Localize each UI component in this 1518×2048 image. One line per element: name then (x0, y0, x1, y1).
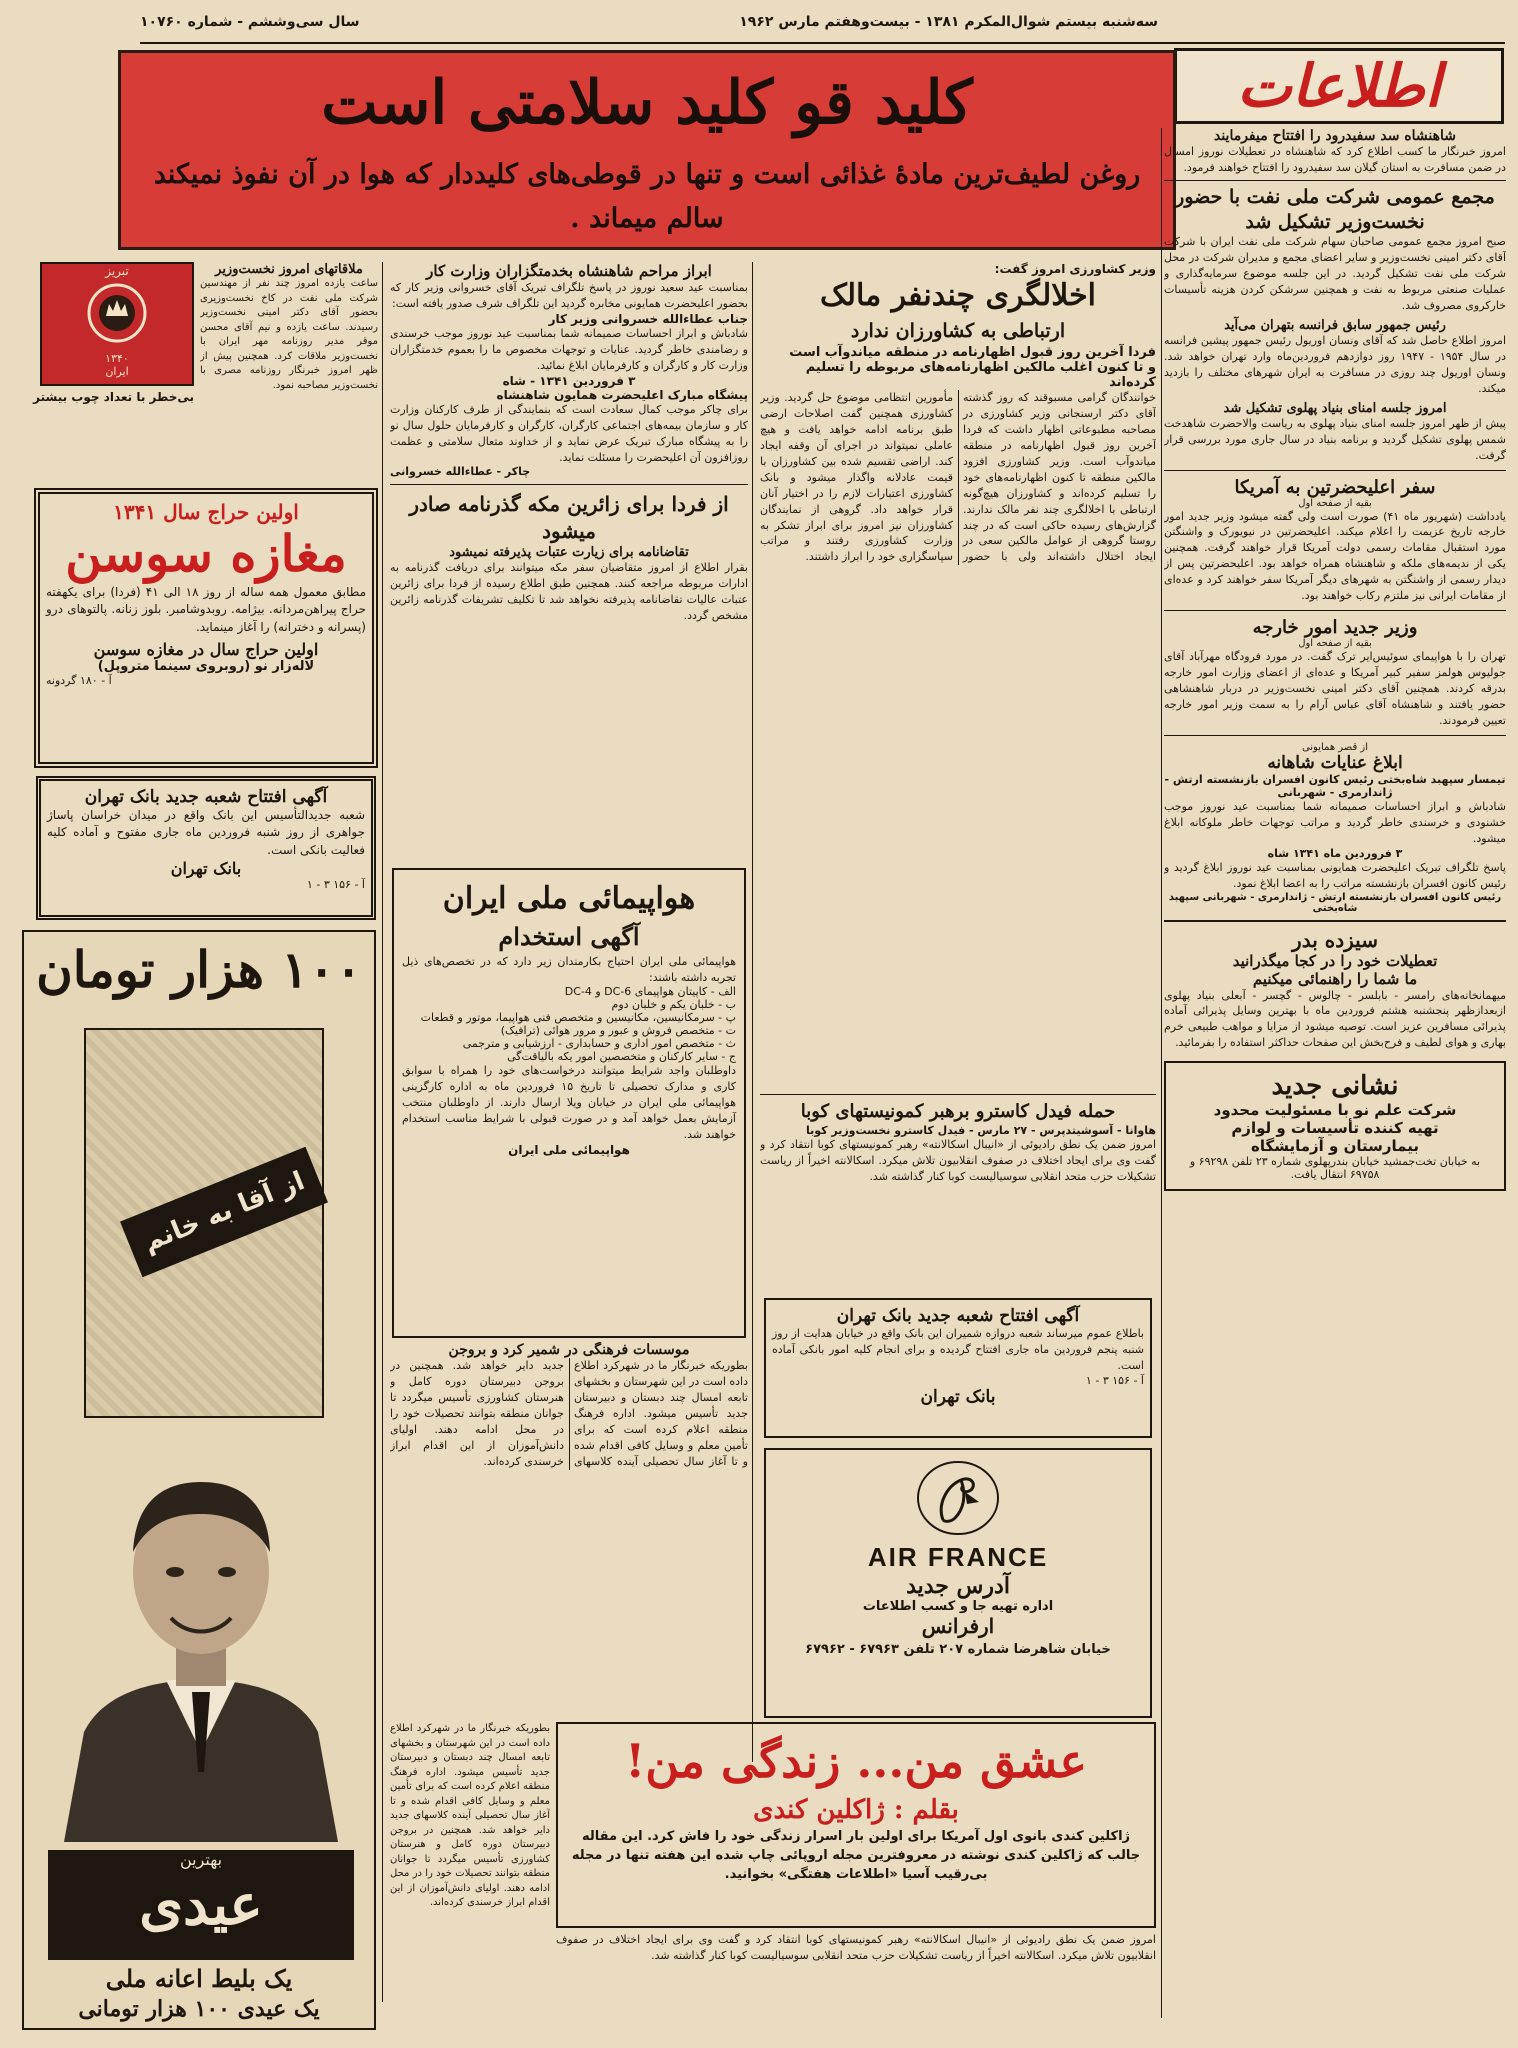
right-column (1164, 128, 1506, 2028)
susan-top: اولین حراج سال ۱۳۴۱ (113, 500, 299, 524)
s7-sign: رئیس کانون افسران بازنشسته ارتش - ژاندارمری - شهربانی سپهبد شاه‌بختی (1168, 891, 1502, 914)
s1-head: شاهنشاه سد سفیدرود را افتتاح میفرمایند (1213, 128, 1457, 144)
bank-ad-head: آگهی افتتاح شعبه جدید بانک تهران (84, 787, 328, 807)
stamp-box (24, 262, 194, 422)
s9-l1: شرکت علم نو با مسئولیت محدود (1213, 1101, 1457, 1120)
labor-sub: پیشگاه مبارک اعلیحضرت همایون شاهنشاه (496, 387, 748, 402)
s8-body: میهمانخانه‌های رامسر - بابلسر - چالوس - گچسر - آبعلی بنیاد پهلوی ازبعدازظهر پنجشنبه هشتم فروردین ماه با بهترین وسایل پذیرائی آماده پذیرائی مسافرین عزیز است. توصیه میشود از مزایا و مواهب طبیعی خرم بهاری و هوای لطیف و فرح‌بخش این صفحات حداکثر استفاده را بفرمائید. (1164, 988, 1506, 1050)
castro-body: امروز ضمن یک نطق رادیوئی از «انیبال اسکالانته» رهبر کمونیستهای کوبا انتقاد کرد و گفت وی برای ایجاد اختلاف در صفوف انقلابیون تلاش میکرد. اسکالانته اخیراً از ریاست تشکیلات حزب متحد انقلابی سوسیالیست کوبا کنار گذاشته شد. (760, 1138, 1156, 1184)
logo-box (1174, 48, 1504, 124)
stamp-year: ۱۳۴۰ (105, 352, 129, 365)
col3-bullet-2: و تا کنون اغلب مالکین اظهارنامه‌های مربوطه را تسلیم کرده‌اند (805, 360, 1156, 390)
s3-body: امروز اطلاع حاصل شد که آقای ونسان اوریول رئیس جمهور پیشین فرانسه در سال ۱۹۵۴ - ۱۹۴۷ روز دوازدهم فروردین‌ماه وارد تهران خواهد شد. ونسان اوریول چند روزی در مسافرت به ایران شهرهای مختلف را بازدید میکند. (1164, 333, 1506, 395)
s2-body: صبح امروز مجمع عمومی صاحبان سهام شرکت ملی نفت ایران با شرکت آقای دکتر امینی نخست‌وزیر و سایر اعضای مجمع و مدیران شرکت در محل شرکت ملی نفت تشکیل گردید. در این جلسه موضوع سرمایه‌گذاری و عملیات صنعتی مربوط به نفت و همچنین سرشکن کردن هزینه تأسیسات خارکروی مصروف شد. (1164, 235, 1506, 312)
culture-story-cont (390, 1722, 550, 2022)
bank-ad-center-code: آ - ۱۵۶ ۳ - ۱ (1085, 1373, 1144, 1387)
iran-air-item: ب - خلبان یکم و خلبان دوم (611, 998, 736, 1012)
col3-sub: ارتباطی به کشاورزان ندارد (850, 319, 1066, 342)
s8-sub2: ما شما را راهنمائی میکنیم (1252, 969, 1418, 988)
susan-addr: لاله‌زار نو (روبروی سینما متروپل) (97, 659, 315, 675)
air-france-sub: اداره تهیه جا و کسب اطلاعات (862, 1599, 1054, 1614)
iran-air-item: ج - سایر کارکنان و متخصصین امور یکه بالیاقت‌گی (507, 1050, 736, 1064)
labor-body: بمناسبت عید سعید نوروز در پاسخ تلگراف تبریک آقای خسروانی وزیر کار که بحضور اعلیحضرت همایونی مخابره گردید این تلگراف شرف صدور یافته است: (390, 281, 748, 310)
s2-head: مجمع عمومی شرکت ملی نفت با حضور نخست‌وزیر تشکیل شد (1175, 185, 1495, 233)
stamp-city: تبریز (105, 264, 129, 278)
bank-ad-center-head: آگهی افتتاح شعبه جدید بانک تهران (836, 1306, 1080, 1326)
jackie-head: عشق من... زندگی من! (625, 1734, 1087, 1788)
banner-title: کلید قو کلید سلامتی است (321, 68, 973, 138)
column-3 (760, 262, 1156, 1092)
labor-date: ۳ فروردین ۱۳۴۱ - شاه (502, 373, 636, 388)
iran-air-head: هواپیمائی ملی ایران (442, 881, 696, 916)
bank-ad-center-body: باطلاع عموم میرساند شعبه دروازه شمیران این بانک واقع در خیابان هدایت از روز شنبه پنجم فروردین ماه جاری افتتاح گردیده و برای انجام کلیه امور بانکی آماده است. (772, 1327, 1144, 1372)
bank-ad-code: آ - ۱۵۶ ۳ - ۱ (306, 878, 365, 892)
s7-sub: تیمسار سپهبد شاه‌بختی رئیس کانون افسران بازنشسته ارتش - ژاندارمری - شهربانی (1164, 772, 1506, 799)
s8-head: سیزده بدر (1292, 927, 1378, 952)
s6-head: وزیر جدید امور خارجه (1252, 617, 1418, 639)
bank-tehran-ad (36, 776, 376, 920)
iran-air-sign: هواپیمائی ملی ایران (508, 1143, 630, 1158)
bank-ad-body: شعبه جدیدالتأسیس این بانک واقع در میدان خراسان پاساژ جواهری از روز شنبه فروردین ماه جاری مفتوح و آماده کلیه فعالیت بانکی است. (47, 808, 365, 857)
culture-body: بطوریکه خبرنگار ما در شهرکرد اطلاع داده است در این شهرستان و بخشهای تابعه امسال چند دبستان و دبیرستان جدید تأسیس میشود. اداره فرهنگ منطقه اعلام کرده است که برای تأمین معلم و وسایل کافی اقدام شده و تا آغاز سال تحصیلی آینده کلاسهای جدید دایر خواهد شد. همچنین در بروجن دبیرستان دوره کامل و هنرستان کشاورزی تأسیس میگردد تا جوانان منطقه بتوانند تحصیلات خود را در محل ادامه دهند. اولیای دانش‌آموزان از این اقدام ابراز خرسندی کرده‌اند. (390, 1359, 748, 1468)
column-2 (390, 262, 748, 862)
labor-sign: چاکر - عطاءالله خسروانی (390, 465, 531, 479)
pm-meetings-body: ساعت یازده امروز چند نفر از مهندسین شرکت ملی نفت در کاخ نخست‌وزیری بحضور آقای دکتر امینی نخست‌وزیر رسیدند. ساعت یازده و نیم آقای محسن موقر مدیر روزنامه مهر ایران با نخست‌وزیر ملاقات کرد. همچنین پیش از ظهر امروز خبرنگار روزنامه مصری با نخست‌وزیر مصاحبه نمود. (200, 278, 378, 391)
pm-meetings-head: ملاقاتهای امروز نخست‌وزیر (215, 262, 363, 277)
air-france-head: آدرس جدید (906, 1573, 1010, 1599)
date-line: سه‌شنبه بیستم شوال‌المکرم ۱۳۸۱ - بیست‌وهفتم مارس ۱۹۶۲ (739, 14, 1158, 30)
s3-head: رئیس جمهور سابق فرانسه بتهران می‌آید (1224, 317, 1446, 333)
air-france-brand: AIR FRANCE (867, 1542, 1049, 1572)
bank-ad-center-sign: بانک تهران (920, 1386, 996, 1407)
s4-head: امروز جلسه امنای بنیاد پهلوی تشکیل شد (1223, 400, 1447, 416)
col3-body: خوانندگان گرامی مسبوقند که روز گذشته آقای دکتر ارسنجانی وزیر کشاورزی در مصاحبه مطبوعاتی اظهار داشت که فردا آخرین روز قبول اظهارنامه در منطقه میاندوآب است. وزیر کشاورزی افزود مالکین منطقه تا کنون اظهارنامه‌های خود را تسلیم کرده‌اند و کشاورزان هیچ‌گونه ارتباطی با اخلالگری چند نفر مالک ندارند. گزارش‌های رسیده حاکی است که در چند روستا گروهی از عوامل مالکین سعی در ایجاد اختلال داشته‌اند ولی با حضور مأمورین انتظامی موضوع حل گردید. وزیر کشاورزی همچنین گفت اصلاحات ارضی طبق برنامه ادامه خواهد یافت و هیچ عاملی نمیتواند در اجرای آن وقفه ایجاد کند. اراضی تقسیم شده بین کشاورزان با قیمت عادلانه واگذار میشود و بانک کشاورزی اعتبارات لازم را در اختیار آنان قرار خواهد داد. گروهی از نمایندگان کشاورزان نیز امروز برای ابراز تشکر به وزارت کشاورزی رفتند و مراتب سپاسگزاری خود را ابراز داشتند. (760, 391, 1156, 564)
column-1 (24, 262, 378, 462)
s6-sub: بقیه از صفحه اول (1298, 638, 1372, 650)
iran-air-item: پ - سرمکانیسین، مکانیسین و متخصص فنی هواپیما، موتور و قطعات (420, 1011, 736, 1025)
air-france-ad (764, 1448, 1152, 1718)
air-france-addr: خیابان شاهرضا شماره ۲۰۷ تلفن ۶۷۹۶۳ - ۶۷۹۶۲ (805, 1642, 1111, 1657)
mecca-head: از فردا برای زائرین مکه گذرنامه صادر میشود (409, 492, 729, 544)
banner-subtitle: روغن لطیف‌ترین مادهٔ غذائی است و تنها در قوطی‌های کلیددار که هوا در آن نفوذ نمیکند سالم میماند . (153, 159, 1141, 234)
iran-air-item: الف - کاپیتان هواپیمای DC-6 و DC-4 (564, 985, 736, 999)
castro-story (760, 1094, 1156, 1294)
lottery-brand-box (48, 1850, 354, 1960)
susan-shop-ad (34, 488, 378, 768)
iran-air-item: ت - متخصص فروش و عبور و مرور هوائی (ترافیک) (500, 1024, 736, 1038)
lottery-foot-2: یک عیدی ۱۰۰ هزار تومانی (78, 1996, 320, 2022)
stamp-country: ایران (105, 365, 129, 378)
castro-head: حمله فیدل کاسترو برهبر کمونیستهای کوبا (800, 1101, 1116, 1122)
lottery-foot-1: یک بلیط اعانه ملی (105, 1964, 293, 1993)
culture-head: موسسات فرهنگی در شمیر کرد و بروجن (448, 1342, 690, 1358)
s7-pre: از قصر همایونی (1301, 741, 1369, 753)
castro-sub: هاوانا - آسوشیتدپرس - ۲۷ مارس - فیدل کاسترو نخست‌وزیر کوبا (805, 1124, 1156, 1138)
s9-head: نشانی جدید (1271, 1071, 1399, 1102)
col3-kicker: وزیر کشاورزی امروز گفت: (994, 262, 1156, 276)
lottery-ad (22, 930, 376, 2030)
bank-ad-sign: بانک تهران (170, 859, 242, 879)
culture-body-cont: بطوریکه خبرنگار ما در شهرکرد اطلاع داده است در این شهرستان و بخشهای تابعه امسال چند دبستان و دبیرستان جدید تأسیس میشود. اداره فرهنگ منطقه اعلام کرده است که برای تأمین معلم و وسایل کافی اقدام شده و تا آغاز سال تحصیلی آینده کلاسهای جدید دایر خواهد شد. همچنین در بروجن دبیرستان دوره کامل و هنرستان کشاورزی تأسیس میگردد تا جوانان منطقه بتوانند تحصیلات خود را در محل ادامه دهند. اولیای دانش‌آموزان از این اقدام ابراز خرسندی کرده‌اند. (390, 1723, 550, 1908)
s8-sub: تعطیلات خود را در کجا میگذرانید (1232, 951, 1438, 970)
lottery-top: ۱۰۰ هزار تومان (36, 940, 362, 999)
s9-l4: به خیابان تخت‌جمشید خیابان بندرپهلوی شماره ۲۳ تلفن ۶۹۲۹۸ و ۶۹۷۵۸ انتقال یافت. (1189, 1155, 1481, 1182)
mecca-body: بقرار اطلاع از امروز متقاضیان سفر مکه میتوانند برای دریافت گذرنامه به ادارات مربوطه مراجعه کنند. همچنین طبق اطلاع رسیده از فردا برای زائرین عتبات عالیات تقاضانامه پذیرفته نخواهد شد تا تکلیف تشریفات گذرنامه زائرین مشخص گردد. (390, 561, 748, 623)
s7-body: شادباش و ابراز احساسات صمیمانه شما بمناسبت عید نوروز موجب خشنودی و خرسندی خاطر گردید و مراتب توجهات خاطر ملوکانه ابلاغ میشود. (1164, 799, 1506, 845)
lottery-brand: عیدی (139, 1872, 263, 1938)
stamp-label: بی‌خطر با تعداد چوب بیشتر (33, 390, 194, 404)
labor-addr: جناب عطاءالله خسروانی وزیر کار (548, 311, 748, 326)
s7-head: ابلاغ عنایات شاهانه (1267, 752, 1403, 773)
man-portrait-illustration (44, 1422, 358, 1842)
lottery-brand-pre: بهترین (179, 1850, 223, 1869)
susan-head: مغازه سوسن (65, 524, 347, 583)
s1-body: امروز خبرنگار ما کسب اطلاع کرد که شاهنشاه در تعطیلات نوروز امسال در ضمن مسافرت به استان گیلان سد سفیدرود را افتتاح خواهند فرمود. (1164, 145, 1506, 174)
s5-head: سفر اعلیحضرتین به آمریکا (1234, 476, 1436, 498)
labor-head: ابراز مراحم شاهنشاه بخدمتگزاران وزارت کار (426, 262, 712, 280)
bank-ad-center (764, 1298, 1152, 1438)
s4-body: پیش از ظهر امروز جلسه امنای بنیاد پهلوی به ریاست والاحضرت شاهدخت شمس پهلوی تشکیل گردید و برنامه بنیاد در سال جاری مورد بررسی قرار گرفت. (1164, 416, 1506, 462)
banner-ad (118, 50, 1176, 250)
issue-line: سال سی‌وششم - شماره ۱۰۷۶۰ (140, 14, 360, 30)
mecca-sub: تقاضانامه برای زیارت عتبات پذیرفته نمیشود (449, 545, 689, 561)
susan-foot: اولین حراج سال در مغازه سوسن (93, 640, 319, 660)
col3-bullet-1: فردا آخرین روز قبول اظهارنامه در منطقه میاندوآب است (789, 345, 1156, 360)
s6-body: تهران را با هواپیمای سوئیس‌ایر ترک گفت. در مورد فرودگاه مهرآباد آقای جولیوس هولمز سفیر کبیر آمریکا و عده‌ای از اعضای وزارت امور خارجه بدرقه کردند. همچنین آقای دکتر امینی نخست‌وزیر در دربار شاهنشاهی حضور یافتند و شاهنشاه آقای عباس آرام را به سمت وزیر امور خارجه تعیین فرمودند. (1164, 650, 1506, 727)
labor-msg2: برای چاکر موجب کمال سعادت است که بنمایندگی از طرف کارکنان وزارت کار و سازمان بیمه‌های اجتماعی کارگران، کارگران و کارفرمایان حلول سال نو را به پیشگاه مبارک تبریک عرض نماید و از خداوند متعال سلامتی و عظمت روزافزون آن اعلیحضرت را مسئلت نماید. (390, 402, 748, 464)
iran-air-ad (392, 868, 746, 1338)
s7-body2: پاسخ تلگراف تبریک اعلیحضرت همایونی بمناسبت عید نوروز ابلاغ گردید و رئیس کانون افسران بازنشسته مراتب را به اعضا ابلاغ نمود. (1164, 860, 1506, 890)
lottery-ribbon-text: از آقا به خانم (139, 1166, 309, 1258)
iran-air-body: داوطلبان واجد شرایط میتوانند درخواست‌های خود را همراه با سوابق کاری و مدارک تحصیلی تا تاریخ ۱۵ فروردین ماه به اداره کارگزینی هواپیمائی ملی ایران در خیابان ویلا ارسال دارند. از داوطلبان منتخب آزمایش بعمل خواهد آمد و در صورت قبولی با شرایط مناسب استخدام خواهند شد. (402, 1064, 736, 1142)
s7-date: ۳ فروردین ماه ۱۳۴۱ شاه (1267, 846, 1403, 860)
air-france-name: ارفرانس (921, 1614, 995, 1638)
jackie-body: ژاکلین کندی بانوی اول آمریکا برای اولین بار اسرار زندگی خود را فاش کرد. این مقاله جالب که ژاکلین کندی نوشته در معروفترین مجله اروپائی چاپ شده این هفته تنها در مجله بی‌رقیب آسیا «اطلاعات هفتگی» بخوانید. (571, 1829, 1141, 1882)
susan-body: مطابق معمول همه ساله از روز ۱۸ الی ۴۱ (فردا) برای یکهفته حراج پیراهن‌مردانه. بیژامه. روبدوشامبر. بلوز زنانه. پالتوهای درو (پسرانه و دخترانه) را آغاز مینماید. (46, 585, 367, 634)
jackie-kennedy-ad (556, 1722, 1156, 1928)
address-ad (1164, 1061, 1506, 1191)
jackie-sub: بقلم : ژاکلین کندی (753, 1794, 959, 1825)
castro-body-cont: امروز ضمن یک نطق رادیوئی از «انیبال اسکالانته» رهبر کمونیستهای کوبا انتقاد کرد و گفت وی برای ایجاد اختلاف در صفوف انقلابیون تلاش میکرد. اسکالانته اخیراً از ریاست تشکیلات حزب متحد انقلابی سوسیالیست کوبا کنار گذاشته شد. (556, 1933, 1156, 1962)
col3-head: اخلالگری چندنفر مالک (819, 278, 1097, 313)
castro-cont (556, 1932, 1156, 2022)
culture-story (390, 1342, 748, 1722)
labor-msg: شادباش و ابراز احساسات صمیمانه شما بمناسبت عید نوروز موجب خرسندی و رضامندی خاطر گردید. عنایات و توجهات مخصوص ما را بعموم خدمتگزاران وزارت کار و کارگران و کارفرمایان ابلاغ نمائید. (390, 326, 748, 372)
logo: اطلاعات (1237, 52, 1441, 120)
iran-air-intro: هواپیمائی ملی ایران احتیاج بکارمندان زیر دارد که در تخصص‌های ذیل تجربه داشته باشند: (402, 954, 736, 984)
susan-code: آ - ۱۸۰ گردونه (46, 674, 112, 688)
s9-l2: تهیه کننده تأسیسات و لوازم (1231, 1119, 1439, 1138)
crown-emblem-icon (82, 278, 152, 348)
air-france-seahorse-icon (913, 1458, 1003, 1538)
iran-air-sub: آگهی استخدام (498, 922, 640, 951)
iran-air-item: ث - متخصص امور اداری و حسابداری - ارزشیابی و مترجمی (462, 1037, 736, 1051)
s5-body: یادداشت (شهریور ماه ۴۱) صورت است ولی گفته میشود وزیر جدید امور خارجه تاریخ عزیمت را اعلام میکند. اعلیحضرتین در نیویورک و واشنگتن مورد استقبال مقامات رسمی دولت آمریکا قرار خواهند گرفت. همچنین یکی از ندیمه‌های ملکه و شاهنشاه همراه خواهد بود. اعلیحضرتین پس از دیدار رسمی از واشنگتن به شهرهای دیگر آمریکا سفر خواهند کرد و عده‌ای از مقامات ایرانی نیز ملتزم رکاب خواهند بود. (1164, 509, 1506, 603)
s5-sub: بقیه از صفحه اول (1298, 497, 1372, 509)
s9-l3: بیمارستان و آزمایشگاه (1251, 1137, 1419, 1156)
